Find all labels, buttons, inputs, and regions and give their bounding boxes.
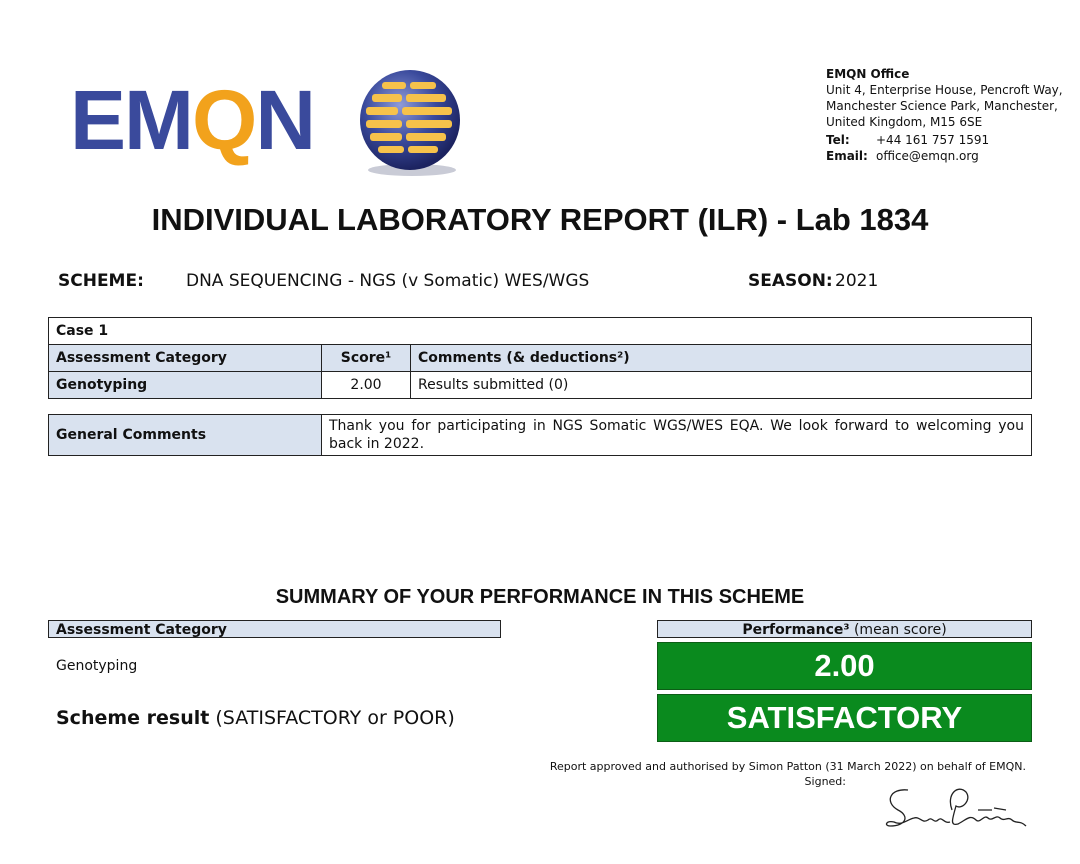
summary-title: SUMMARY OF YOUR PERFORMANCE IN THIS SCHEME xyxy=(275,586,805,608)
office-address-block xyxy=(826,66,1066,164)
case-table xyxy=(48,317,1032,399)
general-comments-table xyxy=(48,414,1032,456)
scheme-label: SCHEME: xyxy=(58,271,144,291)
approval-text: Report approved and authorised by Simon Patton (31 March 2022) on behalf of EMQN. xyxy=(549,760,1026,773)
score-header: Score¹ xyxy=(322,345,411,372)
signature-image xyxy=(880,780,1030,836)
report-title: INDIVIDUAL LABORATORY REPORT (ILR) - Lab 1834 xyxy=(151,202,929,237)
season-label: SEASON: xyxy=(748,271,833,291)
performance-header: Performance³ (mean score) xyxy=(657,620,1032,638)
email-label: Email: xyxy=(826,149,868,163)
scheme-result-label: Scheme result (SATISFACTORY or POOR) xyxy=(56,707,455,729)
general-comments-label: General Comments xyxy=(49,415,322,456)
row-category: Genotyping xyxy=(49,372,322,399)
row-score: 2.00 xyxy=(322,372,411,399)
category-header: Assessment Category xyxy=(49,345,322,372)
table-row xyxy=(49,372,1032,399)
row-comments: Results submitted (0) xyxy=(411,372,1032,399)
summary-category: Genotyping xyxy=(56,658,138,674)
summary-category-header: Assessment Category xyxy=(48,620,501,638)
office-address: Unit 4, Enterprise House, Pencroft Way, Manchester Science Park, Manchester, United Kingdom, M15 6SE xyxy=(826,83,1063,129)
email-value: office@emqn.org xyxy=(876,149,979,163)
general-comments-text: Thank you for participating in NGS Somatic WGS/WES EQA. We look forward to welcoming you back in 2022. xyxy=(322,415,1032,456)
scheme-result-box: SATISFACTORY xyxy=(657,694,1032,742)
case-title: Case 1 xyxy=(49,318,1032,345)
globe-icon xyxy=(350,66,470,178)
office-title: EMQN Office xyxy=(826,67,910,81)
tel-value: +44 161 757 1591 xyxy=(876,133,990,147)
scheme-value: DNA SEQUENCING - NGS (v Somatic) WES/WGS xyxy=(186,271,590,291)
logo-wordmark: EMQN xyxy=(70,73,315,167)
mean-score-box: 2.00 xyxy=(657,642,1032,690)
comments-header: Comments (& deductions²) xyxy=(411,345,1032,372)
season-value: 2021 xyxy=(835,271,879,291)
tel-label: Tel: xyxy=(826,133,850,147)
emqn-logo xyxy=(70,64,470,184)
signed-label: Signed: xyxy=(804,775,846,788)
